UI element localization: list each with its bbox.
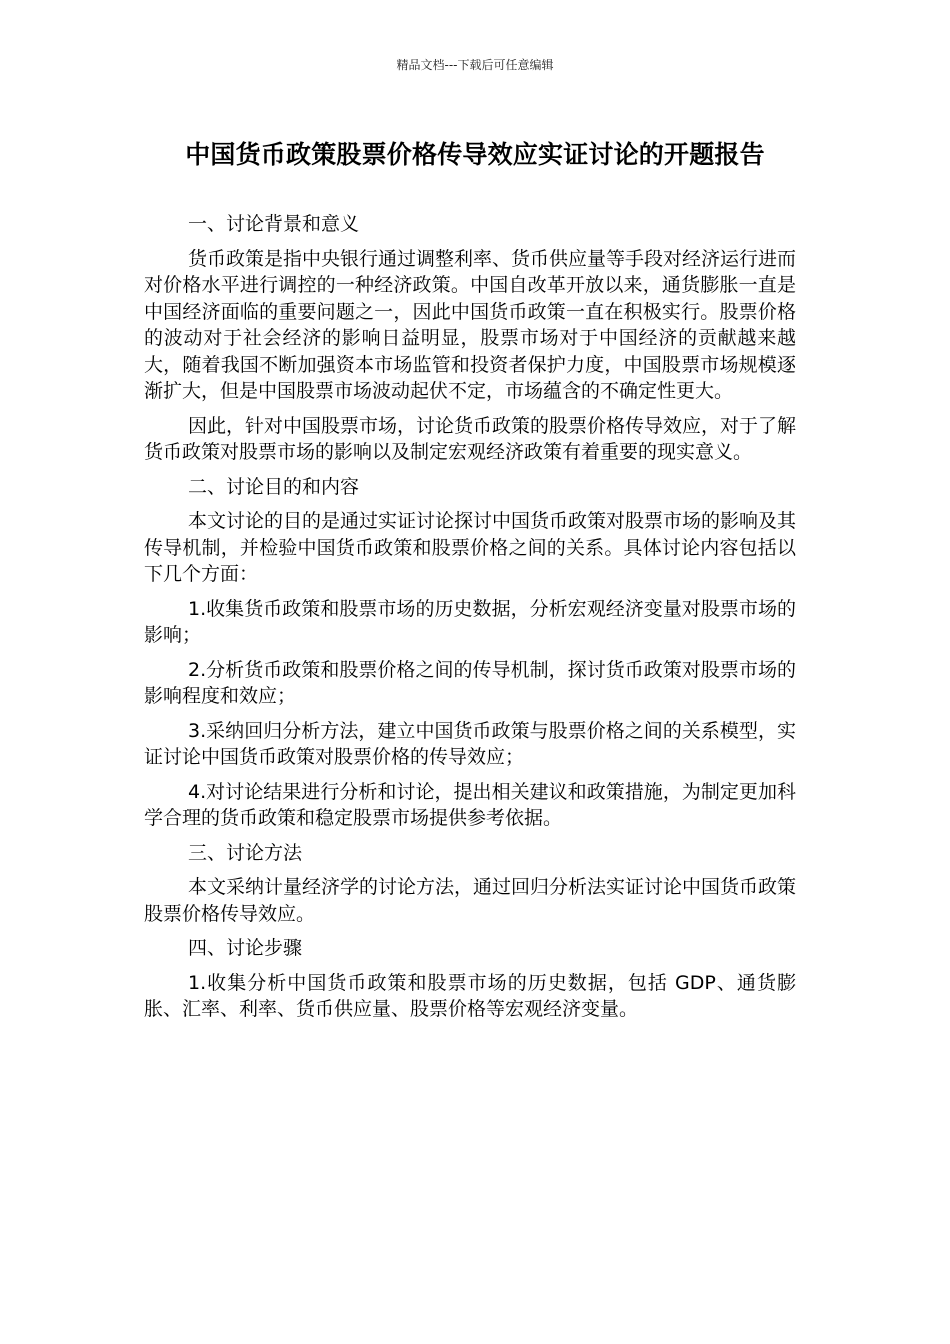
header-note: 精品文档---下载后可任意编辑 [396, 58, 554, 72]
paragraph-method: 本文采纳计量经济学的讨论方法，通过回归分析法实证讨论中国货币政策股票价格传导效应。 [144, 876, 797, 925]
list-item-content-3: 3.采纳回归分析方法，建立中国货币政策与股票价格之间的关系模型，实证讨论中国货币政策对股票价格的传导效应； [144, 719, 796, 768]
list-item-content-2: 2.分析货币政策和股票价格之间的传导机制，探讨货币政策对股票市场的影响程度和效应； [144, 658, 796, 707]
paragraph-background: 货币政策是指中央银行通过调整利率、货币供应量等手段对经济运行进而对价格水平进行调控的一种经济政策。中国自改革开放以来，通货膨胀一直是中国经济面临的重要问题之一，因此中国货币政策一直在积极实行。股票价格的波动对于社会经济的影响日益明显，股票市场对于中国经济的贡献越来越大，随着我国不断加强资本市场监管和投资者保护力度，中国股票市场规模逐渐扩大，但是中国股票市场波动起伏不定，市场蕴含的不确定性更大。 [144, 247, 797, 402]
section-heading-method: 三、讨论方法 [188, 841, 303, 864]
list-item-content-4: 4.对讨论结果进行分析和讨论，提出相关建议和政策措施，为制定更加科学合理的货币政策和稳定股票市场提供参考依据。 [144, 780, 796, 829]
section-heading-purpose: 二、讨论目的和内容 [188, 475, 360, 498]
list-item-step-1: 1.收集分析中国货币政策和股票市场的历史数据，包括 GDP、通货膨胀、汇率、利率、货币供应量、股票价格等宏观经济变量。 [144, 971, 796, 1020]
paragraph-significance: 因此，针对中国股票市场，讨论货币政策的股票价格传导效应，对于了解货币政策对股票市场的影响以及制定宏观经济政策有着重要的现实意义。 [144, 414, 797, 463]
document-title: 中国货币政策股票价格传导效应实证讨论的开题报告 [185, 140, 765, 169]
section-heading-steps: 四、讨论步骤 [188, 937, 303, 959]
document-body [144, 211, 796, 1031]
paragraph-purpose: 本文讨论的目的是通过实证讨论探讨中国货币政策对股票市场的影响及其传导机制，并检验中国货币政策和股票价格之间的关系。具体讨论内容包括以下几个方面： [144, 510, 797, 585]
list-item-content-1: 1.收集货币政策和股票市场的历史数据，分析宏观经济变量对股票市场的影响； [144, 597, 796, 646]
section-heading-background: 一、讨论背景和意义 [188, 213, 360, 235]
